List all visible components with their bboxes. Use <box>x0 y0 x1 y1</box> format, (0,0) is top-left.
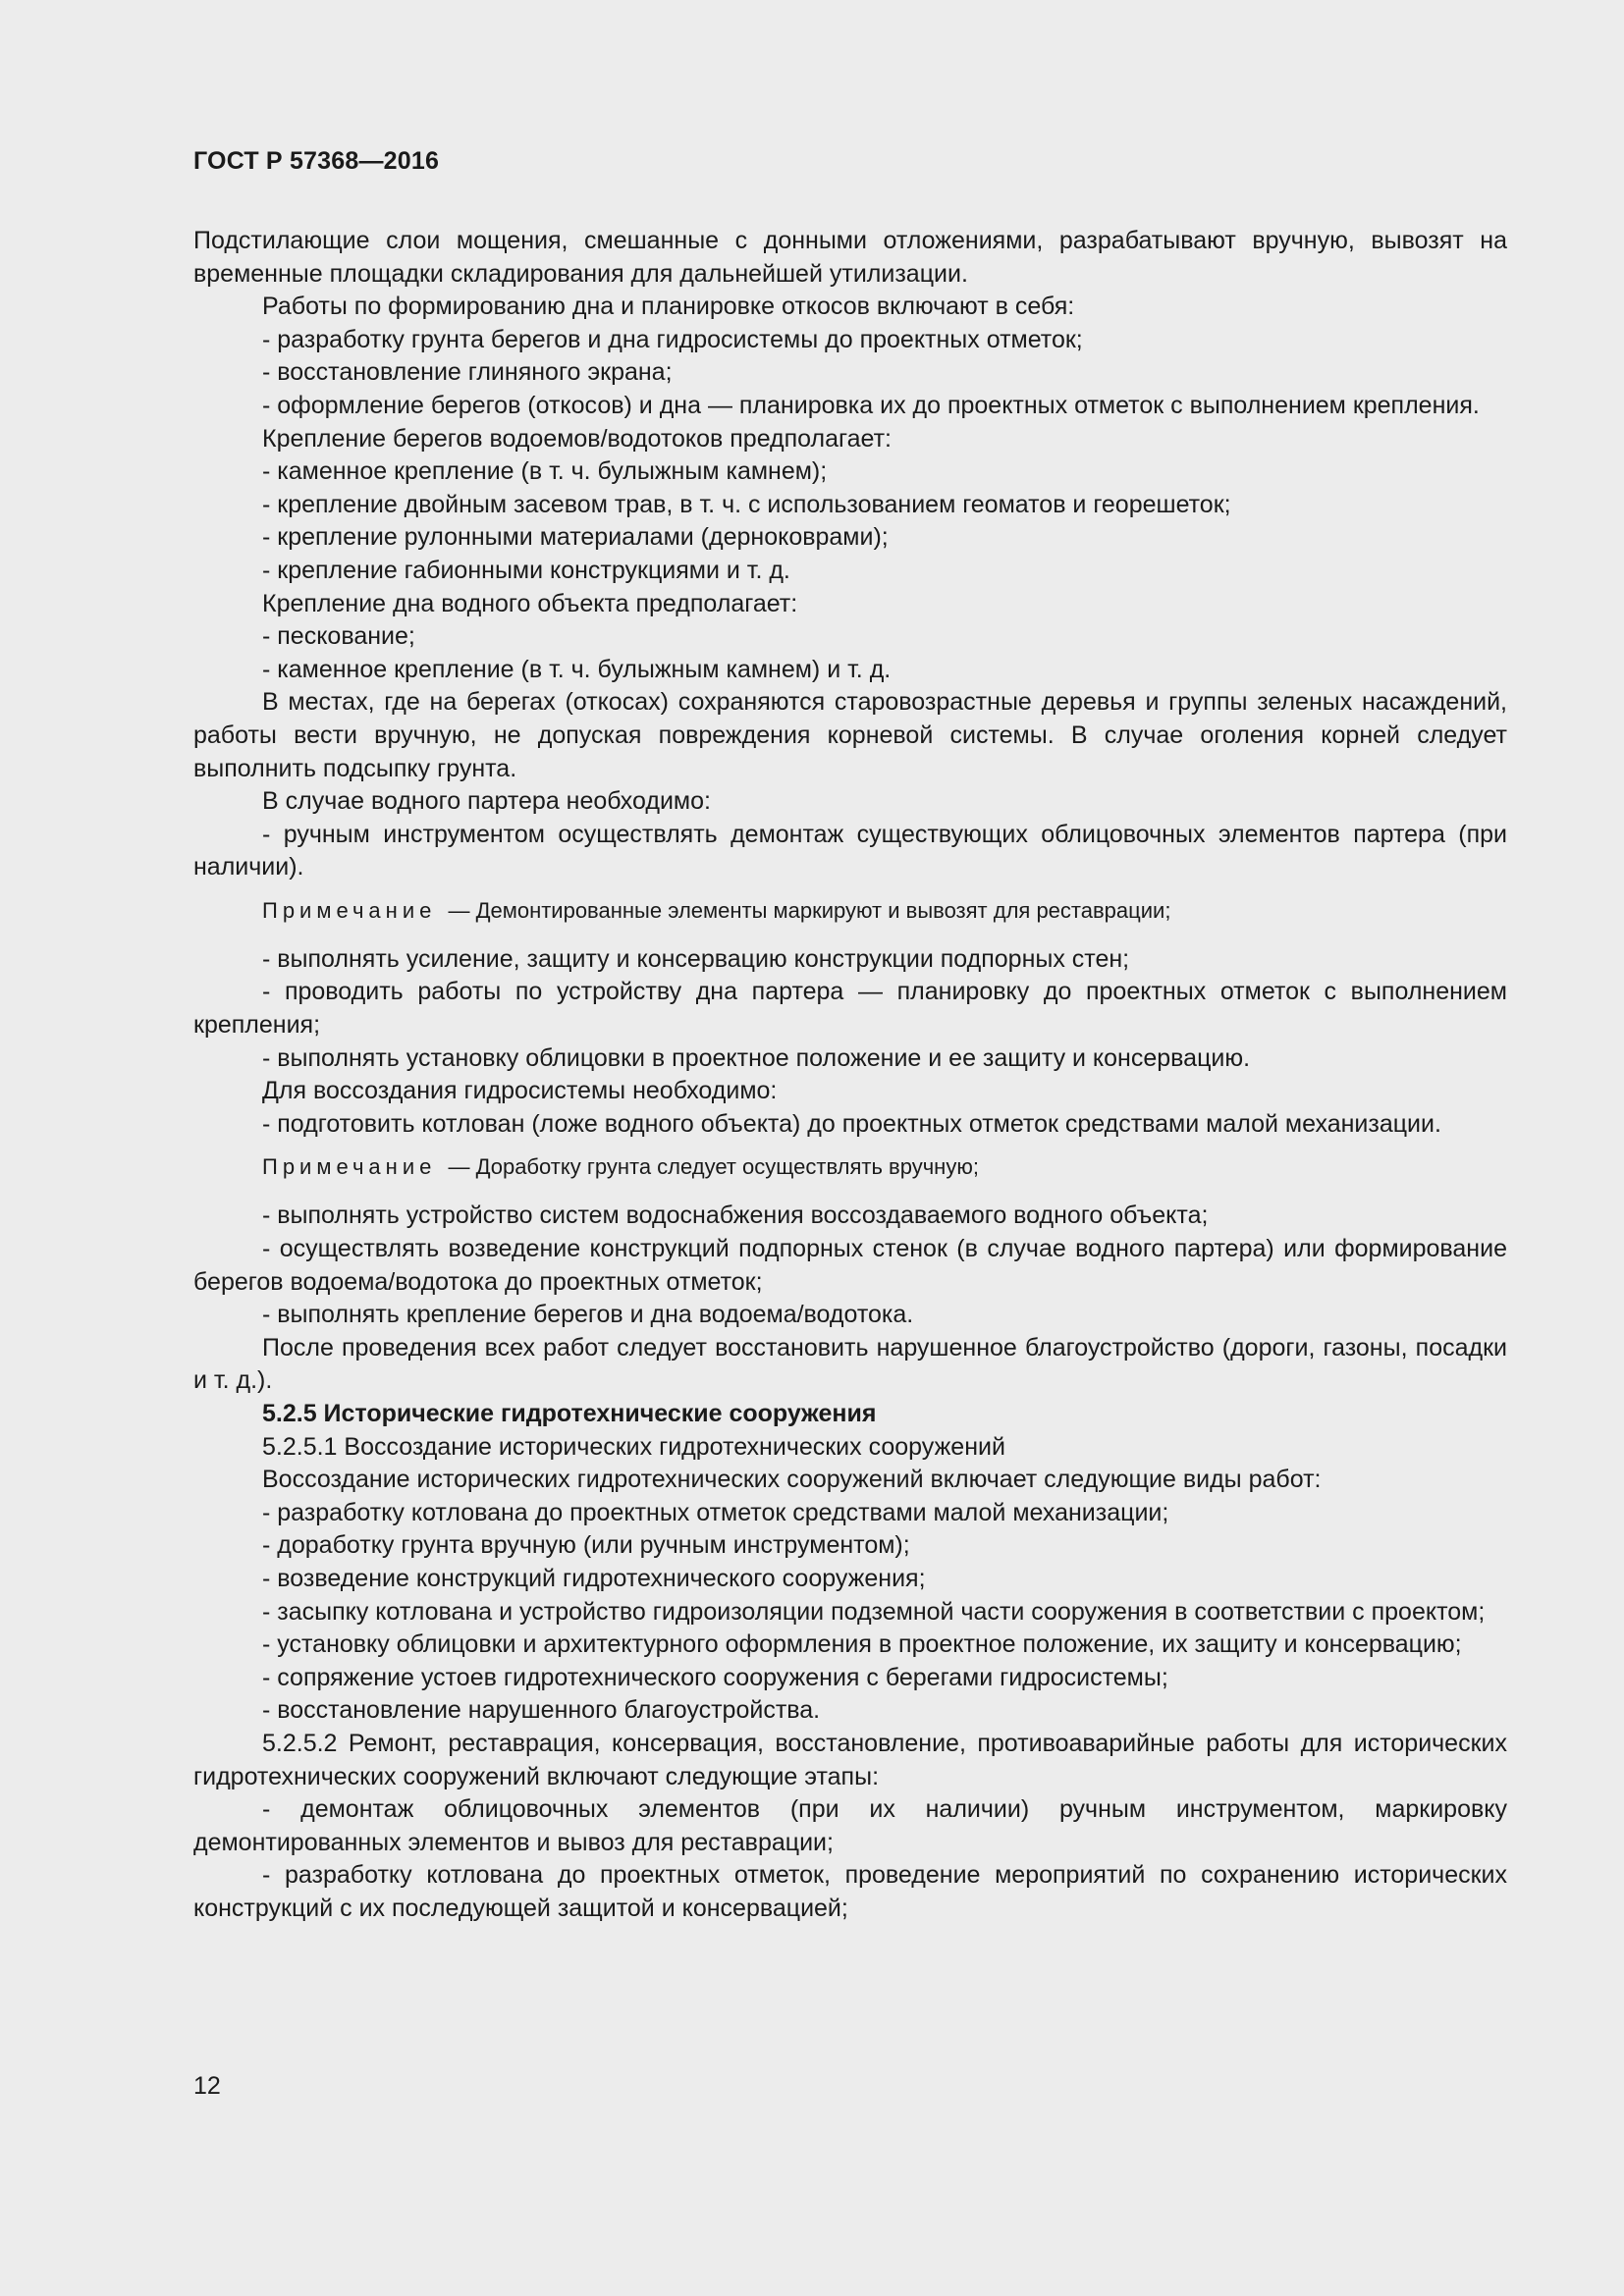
paragraph: В случае водного партера необходимо: <box>262 787 711 816</box>
page-number: 12 <box>193 2072 221 2100</box>
list-item: - установку облицовки и архитектурного оформления в проектное положение, их защиту и консервацию; <box>262 1630 1462 1659</box>
list-item: - осуществлять возведение конструкций подпорных стенок (в случае водного партера) или формирование берегов водоема/водотока до проектных отметок; <box>193 1235 1507 1296</box>
list-item: - разработку котлована до проектных отметок средствами малой механизации; <box>262 1498 1169 1526</box>
list-item: - крепление габионными конструкциями и т. д. <box>262 556 790 584</box>
list-item: - крепление двойным засевом трав, в т. ч. с использованием геоматов и георешеток; <box>262 490 1231 518</box>
note-label: Примечание <box>262 897 437 923</box>
note <box>193 896 1507 926</box>
list-item: - проводить работы по устройству дна партера — планировку до проектных отметок с выполнением крепления; <box>193 978 1507 1040</box>
list-item: - восстановление глиняного экрана; <box>262 358 673 387</box>
list-item: - ручным инструментом осуществлять демонтаж существующих облицовочных элементов партера (при наличии). <box>193 820 1507 881</box>
list-item: - засыпку котлована и устройство гидроизоляции подземной части сооружения в соответствии с проектом; <box>262 1597 1486 1626</box>
note-text: — Доработку грунта следует осуществлять вручную; <box>448 1154 979 1180</box>
paragraph: Крепление дна водного объекта предполагает: <box>262 589 798 617</box>
list-item: - каменное крепление (в т. ч. булыжным камнем) и т. д. <box>262 655 892 683</box>
list-item: - разработку котлована до проектных отметок, проведение мероприятий по сохранению исторических конструкций с их последующей защитой и консервацией; <box>193 1861 1507 1922</box>
paragraph: Для воссоздания гидросистемы необходимо: <box>262 1077 778 1105</box>
list-item: - доработку грунта вручную (или ручным инструментом); <box>262 1531 910 1560</box>
list-item: - возведение конструкций гидротехнического сооружения; <box>262 1564 926 1592</box>
list-item: - каменное крепление (в т. ч. булыжным камнем); <box>262 457 828 486</box>
paragraph: Воссоздание исторических гидротехнических сооружений включает следующие виды работ: <box>262 1466 1322 1494</box>
paragraph: 5.2.5.2 Ремонт, реставрация, консервация, восстановление, противоаварийные работы для исторических гидротехнических сооружений включают следующие этапы: <box>193 1729 1507 1790</box>
list-item: - восстановление нарушенного благоустройства. <box>262 1696 821 1725</box>
document-body <box>193 225 1507 1926</box>
paragraph: После проведения всех работ следует восстановить нарушенное благоустройство (дороги, газоны, посадки и т. д.). <box>193 1333 1507 1395</box>
list-item: - оформление берегов (откосов) и дна — планировка их до проектных отметок с выполнением крепления. <box>262 391 1480 419</box>
list-item: - сопряжение устоев гидротехнического сооружения с берегами гидросистемы; <box>262 1663 1168 1691</box>
paragraph: Подстилающие слои мощения, смешанные с донными отложениями, разрабатывают вручную, вывозят на временные площадки складирования для дальнейшей утилизации. <box>193 227 1507 288</box>
list-item: - разработку грунта берегов и дна гидросистемы до проектных отметок; <box>262 325 1083 353</box>
list-item: - подготовить котлован (ложе водного объекта) до проектных отметок средствами малой механизации. <box>262 1109 1441 1138</box>
list-item: - пескование; <box>262 622 415 651</box>
note <box>193 1152 1507 1182</box>
document-header: ГОСТ Р 57368—2016 <box>193 147 440 175</box>
list-item: - демонтаж облицовочных элементов (при их наличии) ручным инструментом, маркировку демонтированных элементов и вывоз для реставрации; <box>193 1795 1507 1856</box>
note-label: Примечание <box>262 1154 437 1180</box>
list-item: - выполнять крепление берегов и дна водоема/водотока. <box>262 1301 914 1329</box>
list-item: - выполнять устройство систем водоснабжения воссоздаваемого водного объекта; <box>262 1201 1209 1230</box>
list-item: - крепление рулонными материалами (дерноковрами); <box>262 523 889 552</box>
section-heading: 5.2.5 Исторические гидротехнические сооружения <box>262 1400 877 1427</box>
subsection-title: 5.2.5.1 Воссоздание исторических гидротехнических сооружений <box>262 1432 1005 1461</box>
paragraph: В местах, где на берегах (откосах) сохраняются старовозрастные деревья и группы зеленых насаждений, работы вести вручную, не допуская повреждения корневой системы. В случае оголения корней следует выполнить подсыпку грунта. <box>193 688 1507 782</box>
list-item: - выполнять установку облицовки в проектное положение и ее защиту и консервацию. <box>262 1043 1251 1072</box>
list-item: - выполнять усиление, защиту и консервацию конструкции подпорных стен; <box>262 944 1130 973</box>
paragraph: Крепление берегов водоемов/водотоков предполагает: <box>262 424 892 453</box>
note-text: — Демонтированные элементы маркируют и вывозят для реставрации; <box>448 897 1171 923</box>
paragraph: Работы по формированию дна и планировке откосов включают в себя: <box>262 293 1075 321</box>
